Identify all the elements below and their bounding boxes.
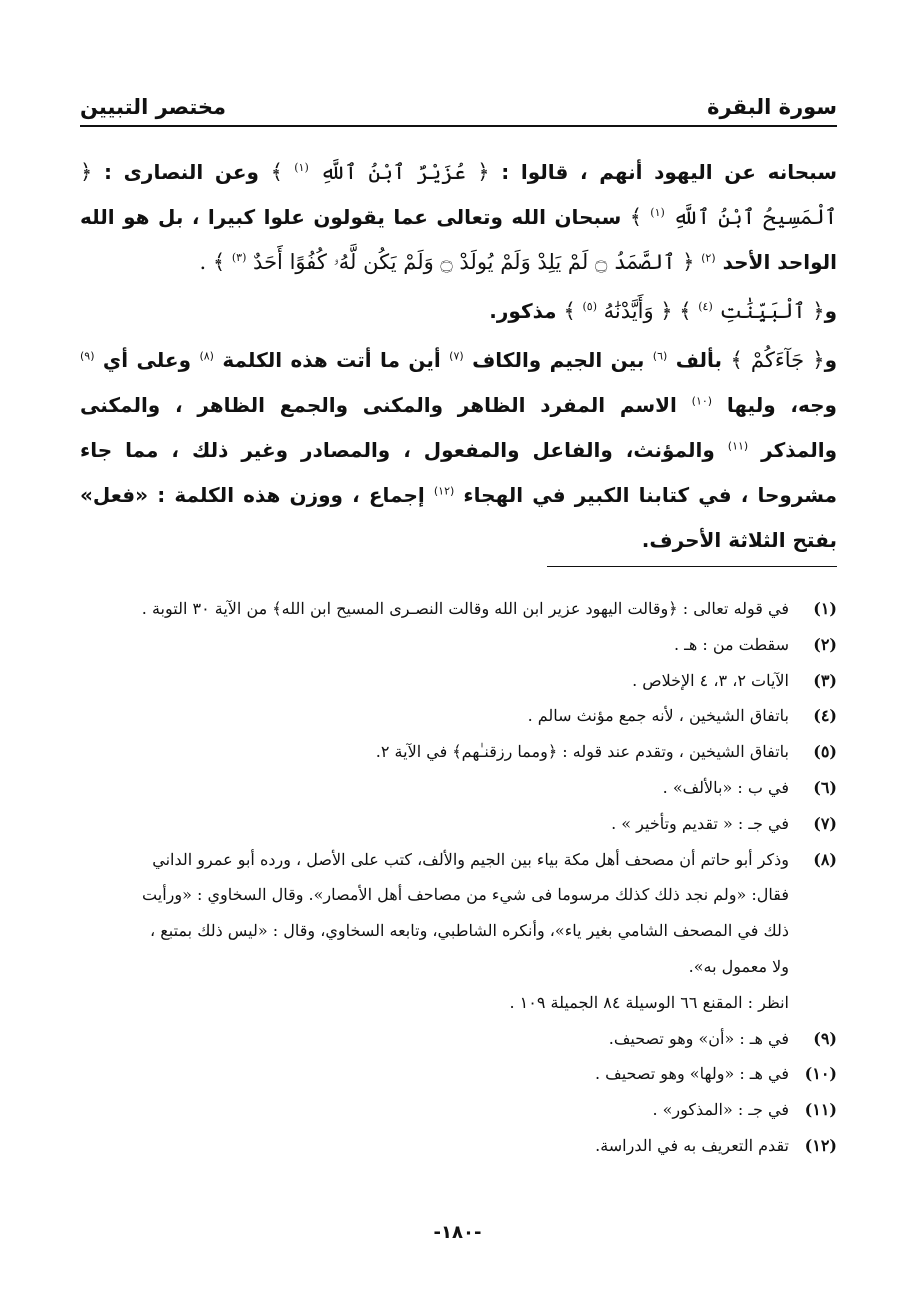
footnote-text [78, 806, 789, 842]
footnote-ref: (١) [650, 206, 665, 219]
footnote-ref: (٢) [701, 251, 716, 265]
footnote-item [78, 1056, 837, 1092]
footnote-number: (٨) [813, 849, 837, 869]
quran-quote: ﴿ ٱلْبَيِّنَٰتِ $^{(٤)}$ ﴾ [679, 299, 825, 323]
footnote-text [78, 734, 789, 770]
footnote-item [78, 1092, 837, 1128]
footnote-number: (٧) [813, 813, 837, 833]
footnote-text [78, 1021, 789, 1057]
footnote-line: في جـ : « تقديم وتأخير » . [611, 813, 789, 833]
footnote-number: (٩) [813, 1028, 837, 1048]
quran-quote: ﴿ عُزَيْرٌ ٱبْنُ ٱللَّهِ $^{(١)}$ ﴾ [270, 160, 490, 184]
footnote-item [78, 627, 837, 663]
footnote-text [78, 1128, 789, 1164]
footnote-ref: (١٢) [433, 484, 455, 498]
footnote-line: ذلك في المصحف الشامي بغير ياء»، وأنكره الشاطبي، وتابعه السخاوي، وقال : «ليس ذلك بمتبع ، [150, 921, 789, 941]
quran-quote: ﴿ ٱلْمَسِيحُ ٱبْنُ ٱللَّهِ $^{(١)}$ ﴾ [80, 160, 838, 229]
footnote-ref: (١) [294, 161, 309, 174]
footnote-item [78, 1021, 837, 1057]
quran-quote: ﴿ وَأَيَّدْنَٰهُ $^{(٥)}$ ﴾ [563, 299, 680, 323]
quran-quote: ﴿ ٱلصَّمَدُ ۝ لَمْ يَلِدْ وَلَمْ يُولَدْ ۝ وَلَمْ يَكُن لَّهُۥ كُفُوًا أَحَدٌ $^{(٣)}$ ﴾ . [199, 250, 702, 274]
footnote-line: باتفاق الشيخين ، وتقدم عند قوله : ﴿ومما رزقنـٰهم﴾ في الآية ٢. [375, 742, 789, 762]
footnote-number: (٤) [813, 706, 837, 726]
footnote-number: (٦) [813, 777, 837, 797]
footnote-ref: (٧) [449, 349, 464, 363]
footnote-line: سقطت من : هـ . [673, 634, 789, 654]
paragraph-1: سبحانه عن اليهود أنهم ، قالوا : ﴿ عُزَيْرٌ ٱبْنُ ٱللَّهِ $^{(١)}$ ﴾ وعن النصارى : ﴿ ٱلْمَسِيحُ ٱبْنُ ٱللَّهِ $^{(١)}$ ﴾ سبحان الله وتعالى عما يقولون علوا كبيرا ، بل هو الله الواحد الأحد $^{(٢)}$ ﴿ ٱلصَّمَدُ ۝ لَمْ يَلِدْ وَلَمْ يُولَدْ ۝ وَلَمْ يَكُن لَّهُۥ كُفُوًا أَحَدٌ $^{(٣)}$ ﴾ . [80, 160, 838, 274]
footnote-ref: (٩) [80, 349, 95, 363]
footnote-text [78, 591, 789, 627]
quran-quote: ﴿ جَآءَكُمْ ﴾ [730, 348, 825, 372]
paragraph-2: و﴿ ٱلْبَيِّنَٰتِ $^{(٤)}$ ﴾ ﴿ وَأَيَّدْنَٰهُ $^{(٥)}$ ﴾ مذكور. [489, 299, 837, 323]
footnote-item [78, 734, 837, 770]
footnote-text [78, 1056, 789, 1092]
footnote-line: فقال: «ولم نجد ذلك كذلك مرسوما فى شيء من مصاحف أهل الأمصار». وقال السخاوي : «ورأيت [142, 885, 789, 905]
footnote-item [78, 1128, 837, 1164]
footnote-line: الآيات ٢، ٣، ٤ الإخلاص . [632, 670, 789, 690]
footnote-ref: (٦) [652, 349, 668, 363]
footnote-line: في قوله تعالى : ﴿وقالت اليهود عزير ابن الله وقالت النصـرى المسيح ابن الله﴾ من الآية ٣٠ التوبة . [141, 599, 789, 618]
running-header [80, 78, 837, 118]
footnote-ref: (٣) [231, 251, 247, 264]
footnote-number: (٥) [813, 742, 837, 762]
footnote-ref: (١٠) [691, 394, 713, 408]
page-number: -١٨٠- [433, 1222, 482, 1243]
footnote-ref: (٨) [199, 349, 214, 363]
footnote-item [78, 806, 837, 842]
footnote-text [78, 627, 789, 663]
footnote-text [78, 663, 789, 699]
footnote-text [78, 770, 789, 806]
footnote-item [78, 698, 837, 734]
surah-title: سورة البقرة [707, 95, 837, 119]
footnote-line: انظر : المقنع ٦٦ الوسيلة ٨٤ الجميلة ١٠٩ . [509, 992, 789, 1012]
header-divider [80, 125, 837, 127]
footnote-item [78, 770, 837, 806]
footnote-text [78, 842, 789, 1021]
paragraph-3: و﴿ جَآءَكُمْ ﴾ بألف $^{(٦)}$ بين الجيم والكاف $^{(٧)}$ أين ما أتت هذه الكلمة $^{(٨)}$ وعلى أي $^{(٩)}$ وجه، وليها $^{(١٠)}$ الاسم المفرد الظاهر والمكنى والجمع الظاهر ، والمكنى والمذكر $^{(١١)}$ والمؤنث، والفاعل والمفعول ، والمصادر وغير ذلك ، مما جاء مشروحا ، في كتابنا الكبير في الهجاء $^{(١٢)}$ إجماع ، ووزن هذه الكلمة : «فعل» بفتح الثلاثة الأحرف. [80, 348, 837, 552]
footnote-line: باتفاق الشيخين ، لأنه جمع مؤنث سالم . [527, 706, 789, 726]
footnote-line: وذكر أبو حاتم أن مصحف أهل مكة بياء بين الجيم والألف، كتب على الأصل ، ورده أبو عمرو الداني [152, 849, 789, 869]
footnote-line: ولا معمول به». [688, 956, 789, 976]
footnote-number: (١١) [804, 1100, 837, 1120]
footnote-number: (٢) [813, 634, 837, 654]
footnote-line: في ب : «بالألف» . [662, 777, 789, 797]
footnote-item [78, 591, 837, 627]
footnote-text [78, 698, 789, 734]
footnote-number: (١٢) [804, 1135, 837, 1155]
footnote-text [78, 1092, 789, 1128]
footnotes-section [78, 591, 837, 1164]
footnote-number: (١) [813, 599, 837, 618]
book-title: مختصر التبيين [80, 95, 227, 119]
footnote-ref: (١١) [727, 439, 749, 453]
footnote-line: في هـ : «أن» وهو تصحيف. [608, 1028, 789, 1048]
footnote-divider [547, 566, 837, 567]
footnote-item [78, 842, 837, 1021]
footnote-line: في هـ : «ولها» وهو تصحيف . [594, 1064, 789, 1084]
footnote-item [78, 663, 837, 699]
main-text [80, 150, 837, 563]
footnote-number: (١٠) [804, 1064, 837, 1084]
footnote-ref: (٥) [582, 300, 597, 313]
footnote-number: (٣) [813, 670, 837, 690]
footnote-line: في جـ : «المذكور» . [652, 1100, 789, 1120]
footnote-line: تقدم التعريف به في الدراسة. [595, 1135, 789, 1155]
footnote-ref: (٤) [698, 300, 713, 313]
